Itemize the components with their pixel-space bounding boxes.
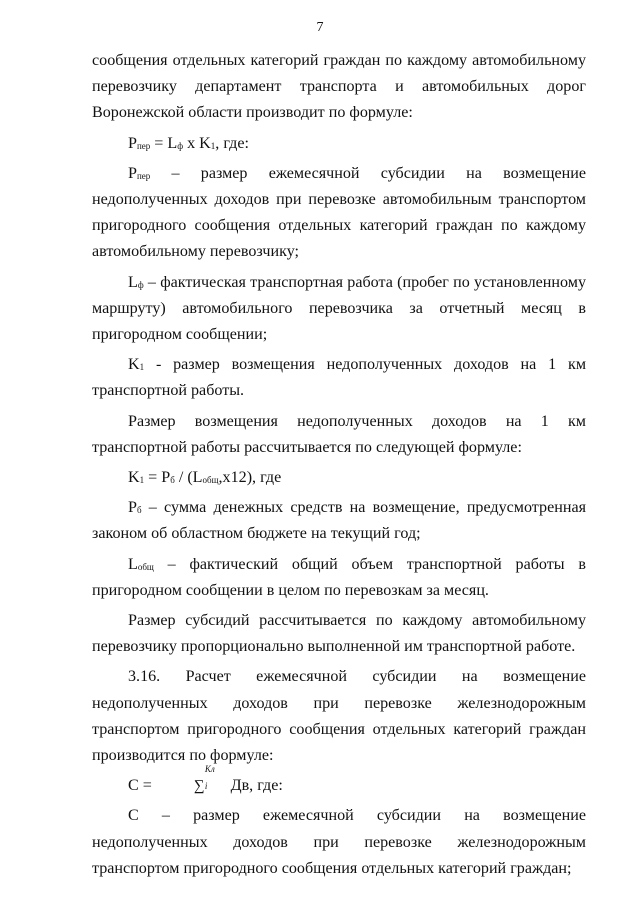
- formula-c: С = ∑ Кл i Дв, где:: [92, 773, 586, 799]
- page-number: 7: [316, 20, 324, 35]
- definition-k1: K1 - размер возмещения недополученных доходов на 1 км транспортной работы.: [92, 356, 586, 400]
- formula-k1: K1 = Рб / (Lобщ,х12), где: [128, 469, 282, 487]
- definition-l-obsh: Lобщ – фактический общий объем транспортной работы в пригородном сообщении в целом по перевозкам за месяц.: [92, 555, 586, 599]
- subsidy-distribution-paragraph: Размер субсидий рассчитывается по каждому автомобильному перевозчику пропорционально выполненной им транспортной работе.: [92, 612, 586, 656]
- section-3-16-paragraph: 3.16. Расчет ежемесячной субсидии на возмещение недополученных доходов при перевозке железнодорожным транспортом пригородного сообщения отдельных категорий граждан производится по формуле:: [92, 668, 586, 765]
- intro-paragraph: сообщения отдельных категорий граждан по каждому автомобильному перевозчику департамент транспорта и автомобильных дорог Воронежской области производит по формуле:: [92, 52, 586, 122]
- document-body: [92, 48, 586, 882]
- definition-p-per: Рпер – размер ежемесячной субсидии на возмещение недополученных доходов при перевозке автомобильным транспортом пригородного сообщения отдельных категорий граждан по каждому автомобильному перевозчику;: [92, 164, 586, 261]
- k1-calculation-paragraph: Размер возмещения недополученных доходов на 1 км транспортной работы рассчитывается по следующей формуле:: [92, 412, 586, 456]
- formula-p-per: Рпер = Lф х K1, где:: [128, 134, 249, 152]
- definition-l-f: Lф – фактическая транспортная работа (пробег по установленному маршруту) автомобильного перевозчика за отчетный месяц в пригородном сообщении;: [92, 273, 586, 344]
- definition-p-b: Рб – сумма денежных средств на возмещение, предусмотренная законом об областном бюджете на текущий год;: [92, 499, 586, 543]
- sum-symbol: ∑ Кл i: [193, 764, 215, 795]
- definition-c: С – размер ежемесячной субсидии на возмещение недополученных доходов при перевозке железнодорожным транспортом пригородного сообщения отдельных категорий граждан;: [92, 807, 586, 877]
